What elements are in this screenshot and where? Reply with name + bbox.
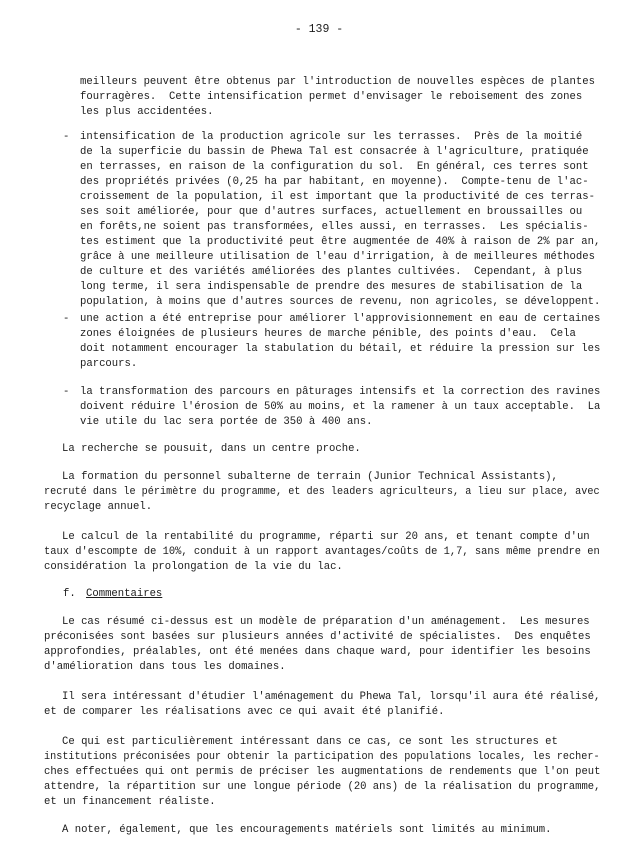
page-number: - 139 - (294, 23, 344, 36)
text-line: et un financement réaliste. (44, 796, 216, 808)
text-line: en terrasses, en raison de la configuration du sol. En général, ces terres sont (80, 161, 589, 173)
text-line: tes estiment que la productivité peut être augmentée de 40% à raison de 2% par an, (80, 236, 601, 248)
text-line: des propriétés privées (0,25 ha par habitant, en moyenne). Compte-tenu de l'ac- (80, 176, 589, 188)
section-title: Commentaires (86, 588, 163, 600)
text-line: la transformation des parcours en pâturages intensifs et la correction des ravines (80, 386, 601, 398)
text-line: de la superficie du bassin de Phewa Tal est consacrée à l'agriculture, pratiquée (80, 146, 589, 158)
text-line: approfondies, préalables, ont été menées dans chaque ward, pour identifier les besoins (44, 646, 591, 658)
text-line: et de comparer les réalisations avec ce qui avait été planifié. (44, 706, 445, 718)
text-line: institutions préconisées pour obtenir la participation des populations locales, les recher- (44, 751, 600, 763)
text-line: ses soit améliorée, pour que d'autres surfaces, actuellement en broussailles ou (80, 206, 583, 218)
text-line: Le calcul de la rentabilité du programme, réparti sur 20 ans, et tenant compte d'un (62, 531, 590, 543)
text-line: ches effectuées qui ont permis de préciser les augmentations de rendements que l'on peut (44, 766, 601, 778)
text-line: recyclage annuel. (44, 501, 153, 513)
text-line: attendre, la répartition sur une longue période (20 ans) de la réalisation du programme, (44, 781, 601, 793)
text-line: préconisées sont basées sur plusieurs années d'activité de spécialistes. Des enquêtes (44, 631, 591, 643)
bullet-dash: - (63, 131, 70, 143)
text-line: doivent réduire l'érosion de 50% au moins, et la ramener à un taux acceptable. La (80, 401, 601, 413)
text-line: Ce qui est particulièrement intéressant dans ce cas, ce sont les structures et (62, 736, 558, 748)
text-line: considération la prolongation de la vie du lac. (44, 561, 343, 573)
text-line: zones éloignées de plusieurs heures de marche pénible, des points d'eau. Cela (80, 328, 576, 340)
text-line: les plus accidentées. (80, 106, 214, 118)
text-line: d'amélioration dans tous les domaines. (44, 661, 286, 673)
text-line: en forêts,ne soient pas transformées, elles aussi, en terrasses. Les spécialis- (80, 221, 589, 233)
text-line: A noter, également, que les encouragements matériels sont limités au minimum. (62, 824, 552, 836)
text-line: grâce à une meilleure utilisation de l'eau d'irrigation, à de meilleures méthodes (80, 251, 595, 263)
text-line: fourragères. Cette intensification permet d'envisager le reboisement des zones (80, 91, 583, 103)
text-line: Le cas résumé ci-dessus est un modèle de préparation d'un aménagement. Les mesures (62, 616, 590, 628)
text-line: croissement de la population, il est important que la productivité de ces terras- (80, 191, 595, 203)
text-line: meilleurs peuvent être obtenus par l'introduction de nouvelles espèces de plantes (80, 76, 595, 88)
section-letter: f. (63, 588, 76, 600)
text-line: Il sera intéressant d'étudier l'aménagement du Phewa Tal, lorsqu'il aura été réalisé, (62, 691, 601, 703)
text-line: doit notamment encourager la stabulation du bétail, et réduire la pression sur les (80, 343, 601, 355)
bullet-dash: - (63, 313, 70, 325)
text-line: de culture et des variétés améliorées des plantes cultivées. Cependant, à plus (80, 266, 583, 278)
text-line: recruté dans le périmètre du programme, et des leaders agriculteurs, a lieu sur place, avec (44, 486, 600, 498)
bullet-dash: - (63, 386, 70, 398)
text-line: une action a été entreprise pour améliorer l'approvisionnement en eau de certaines (80, 313, 601, 325)
text-line: long terme, il sera indispensable de prendre des mesures de stabilisation de la (80, 281, 583, 293)
text-line: La recherche se pousuit, dans un centre proche. (62, 443, 361, 455)
text-line: population, à moins que d'autres sources de revenu, non agricoles, se développent. (80, 296, 601, 308)
text-line: vie utile du lac sera portée de 350 à 400 ans. (80, 416, 373, 428)
text-line: parcours. (80, 358, 138, 370)
text-line: taux d'escompte de 10%, conduit à un rapport avantages/coûts de 1,7, sans même prendre en (44, 546, 600, 558)
text-line: La formation du personnel subalterne de terrain (Junior Technical Assistants), (62, 471, 558, 483)
text-line: intensification de la production agricole sur les terrasses. Près de la moitié (80, 131, 583, 143)
